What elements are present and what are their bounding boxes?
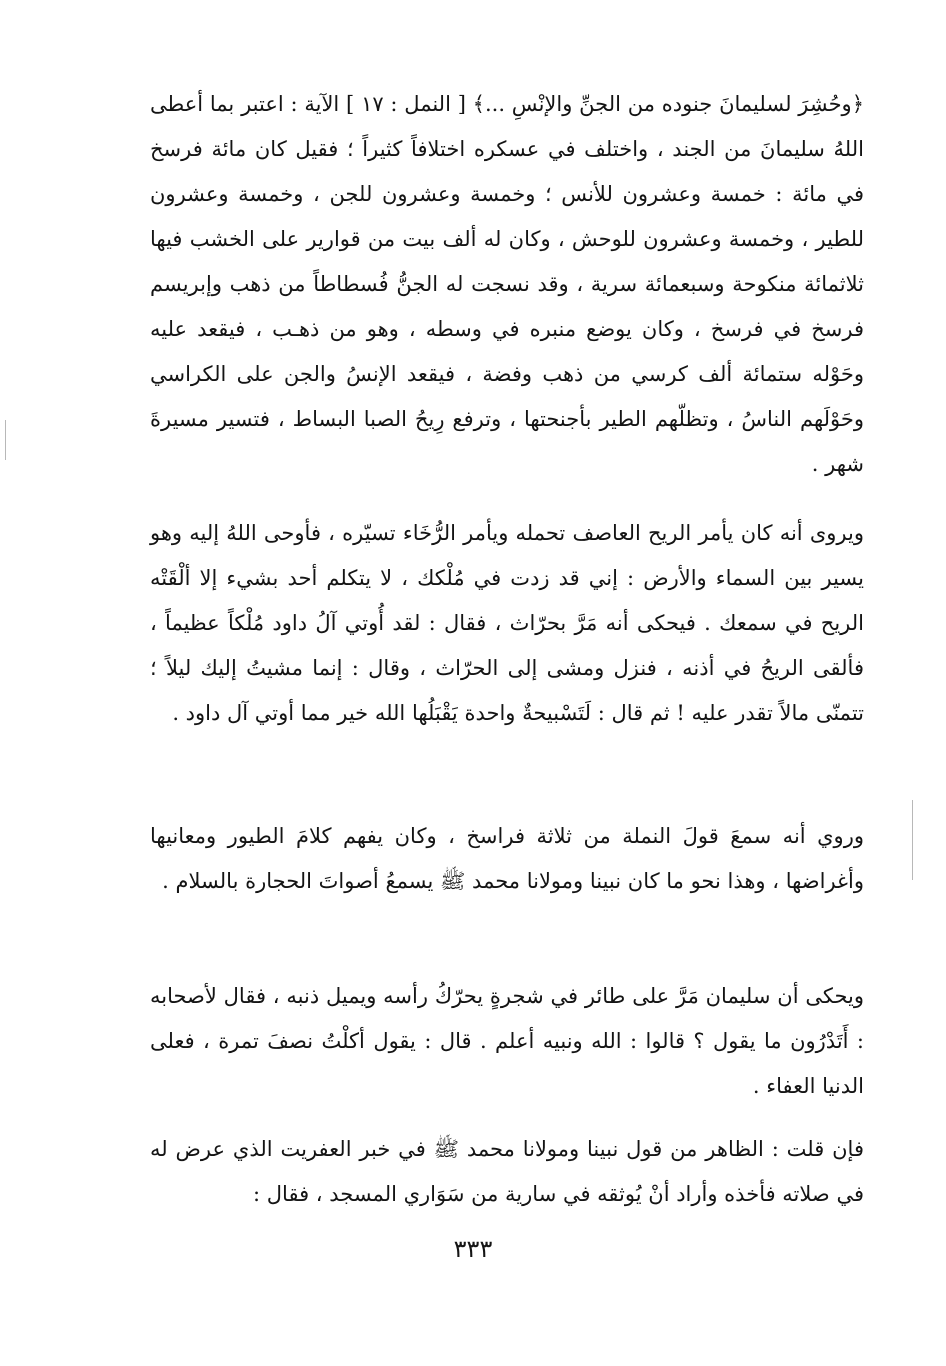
paragraph-5 [150, 1127, 864, 1217]
scan-edge-mark [5, 420, 6, 460]
paragraph-text: فإن قلت : الظاهر من قول نبينا ومولانا محمد ﷺ في خبر العفريت الذي عرض له في صلاته فأخذه وأراد أنْ يُوثقه في سارية من سَوَاري المسجد ، فقال : [150, 1137, 864, 1206]
paragraph-text: ﴿وحُشِرَ لسليمانَ جنوده من الجنِّ والإنْسِ ...﴾ [ النمل : ١٧ ] الآية : اعتبر بما أعطى اللهُ سليمانَ من الجند ، واختلف في عسكره اختلافاً كثيراً ؛ فقيل كان مائة فرسخ في مائة : خمسة وعشرون للأنس ؛ وخمسة وعشرون للجن ، وخمسة وعشرون للطير ، وخمسة وعشرون للوحش ، وكان له ألف بيت من قوارير على الخشب فيها ثلاثمائة منكوحة وسبعمائة سرية ، وقد نسجت له الجنُّ فُسطاطاً من ذهب وإبريسم فرسخ في فرسخ ، وكان يوضع منبره في وسطه ، وهو من ذهـب ، فيقعد عليه وحَوْله ستمائة ألف كرسي من ذهب وفضة ، فيقعد الإنسُ والجن على الكراسي وحَوْلَهم الناسُ ، وتظلّهم الطير بأجنحتها ، وترفع رِيحُ الصبا البساط ، فتسير مسيرةَ شهر . [150, 92, 865, 476]
paragraph-text: ويحكى أن سليمان مَرَّ على طائر في شجرةٍ يحرّكُ رأسه ويميل ذنبه ، فقال لأصحابه : أَتَدْرُون ما يقول ؟ قالوا : الله ونبيه أعلم . قال : يقول أكلْتُ نصفَ تمرة ، فعلى الدنيا العفاء . [150, 984, 864, 1098]
paragraph-text: ويروى أنه كان يأمر الريح العاصف تحمله ويأمر الرُّخَاء تسيّره ، فأوحى اللهُ إليه وهو يسير بين السماء والأرض : إني قد زدت في مُلْكك ، لا يتكلم أحد بشيء إلا ألْقَتْه الريح في سمعك . فيحكى أنه مَرَّ بحرّاث ، فقال : لقد أُوتي آلُ داود مُلْكاً عظيماً ، فألقى الريحُ في أذنه ، فنزل ومشى إلى الحرّاث ، وقال : إنما مشيتُ إليك ليلاً ؛ تتمنّى مالاً تقدر عليه ! ثم قال : لَتَسْبيحةٌ واحدة يَقْبَلُها الله خير مما أوتي آل داود . [150, 521, 864, 725]
paragraph-text: وروي أنه سمعَ قولَ النملة من ثلاثة فراسخ ، وكان يفهم كلامَ الطيور ومعانيها وأغراضها ، وهذا نحو ما كان نبينا ومولانا محمد ﷺ يسمعُ أصواتَ الحجارة بالسلام . [150, 824, 864, 893]
page-number: ٣٣٣ [453, 1235, 493, 1263]
paragraph-3 [150, 814, 864, 904]
paragraph-1 [150, 82, 864, 487]
paragraph-2 [150, 511, 864, 736]
scan-edge-mark [912, 800, 913, 880]
paragraph-4 [150, 974, 864, 1109]
